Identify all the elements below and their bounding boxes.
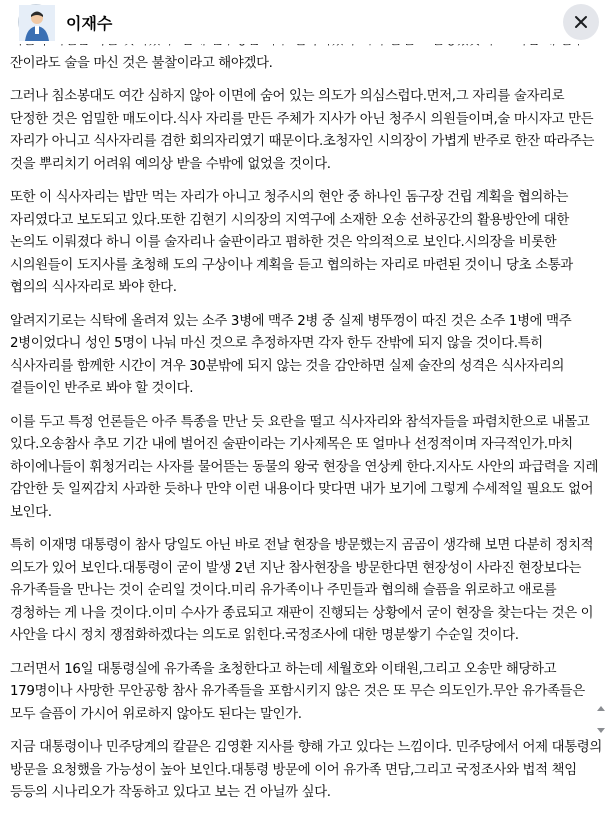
user-avatar-icon[interactable] [18,4,54,40]
close-button[interactable] [563,4,599,40]
post-body [10,40,602,816]
chevron-down-icon [597,728,605,733]
scroll-down-button[interactable] [597,728,605,734]
post-paragraph: 알려지기로는 식탁에 올려져 있는 소주 3병에 맥주 2병 중 실제 병뚜껑이 따진 것은 소주 1병에 맥주 2병이었다니 성인 5명이 나눠 마신 것으로 추정하자면 각자 한두 잔밖에 되지 않을 것이다.특히 식사자리를 함께한 시간이 겨우 30분밖에 되지 않는 것을 감안하면 실제 술잔의 성격은 식사자리의 곁들이인 반주로 봐야 할 것이다. [10,313,572,396]
post-paragraph: 지금 대통령이나 민주당계의 칼끝은 김영환 지사를 향해 가고 있다는 느낌이다. 민주당에서 어제 대통령의 방문을 요청했을 가능성이 높아 보인다.대통령 방문에 이어 유가족 면담,그리고 국정조사와 법적 책임 등등의 시나리오가 작동하고 있다고 보는 건 아닐까 싶다. [10,740,602,800]
scroll-up-button[interactable] [597,706,605,712]
post-paragraph: 또한 이 식사자리는 밥만 먹는 자리가 아니고 청주시의 현안 중 하나인 돔구장 건립 계획을 협의하는 자리였다고 보도되고 있다.또한 김현기 시의장의 지역구에 소재한 오송 선하공간의 활용방안에 대한 논의도 이뤄졌다 하니 이를 술자리나 술판이라고 폄하한 것은 악의적으로 보인다.시의장을 비롯한 시의원들이 도지사를 초청해 도의 구상이나 계획을 듣고 협의하는 자리로 마련된 것이니 당초 소통과 협의의 식사자리로 봐야 한다. [10,190,573,295]
post-paragraph: 잔이라도 술을 마신 것은 불찰이라고 해야겠다. [10,55,273,71]
author-name[interactable]: 이재수 [66,14,113,33]
post-paragraph: 그러면서 16일 대통령실에 유가족을 초청한다고 하는데 세월호와 이태원,그리고 오송만 해당하고 179명이나 사망한 무안공항 참사 유가족들을 포함시키지 않은 것은 또 무슨 의도인가.무안 유가족들은 모두 슬픔이 가시어 위로하지 않아도 된다는 말인가. [10,661,585,722]
post-paragraph: 특히 이재명 대통령이 참사 당일도 아닌 바로 전날 현장을 방문했는지 곰곰이 생각해 보면 다분히 정치적 의도가 있어 보인다.대통령이 굳이 발생 2년 지난 참사현장을 방문한다면 현장성이 사라진 현장보다는 유가족들을 만나는 것이 순리일 것이다.미리 유가족이나 주민들과 협의해 슬픔을 위로하고 애로를 경청하는 게 나을 것이다.이미 수사가 종료되고 재판이 진행되는 상황에서 굳이 현장을 찾는다는 것은 이 사안을 다시 정치 쟁점화하겠다는 의도로 읽힌다.국정조사에 대한 명분쌓기 수순일 것이다. [10,538,594,643]
chevron-up-icon [597,706,605,711]
close-icon [574,15,588,29]
post-paragraph: 이를 두고 특정 언론들은 아주 특종을 만난 듯 요란을 떨고 식사자리와 참석자들을 파렴치한으로 내몰고 있다.오송참사 추모 기간 내에 벌어진 술판이라는 기사제목은 또 얼마나 선정적이며 자극적인가.마치 하이에나들이 휘청거리는 사자를 물어뜯는 동물의 왕국 현장을 연상케 한다.지사도 사안의 파급력을 지레 감안한 듯 일찌감치 사과한 듯하나 만약 이런 내용이다 맞다면 내가 보기에 그렇게 수세적일 필요도 없어 보인다. [10,414,599,520]
post-header [0,0,607,44]
post-paragraph: 그러나 침소봉대도 여간 심하지 않아 이면에 숨어 있는 의도가 의심스럽다.먼저,그 자리를 술자리로 단정한 것은 엄밀한 매도이다.식사 자리를 만든 주체가 지사가 아닌 청주시 의원들이며,술 마시자고 만든 자리가 아니고 식사자리를 겸한 회의자리였기 때문이다.초청자인 시의장이 가볍게 반주로 한잔 따라주는 것을 뿌리치기 어려워 예의상 받을 수밖에 없었을 것이다. [10,89,595,172]
